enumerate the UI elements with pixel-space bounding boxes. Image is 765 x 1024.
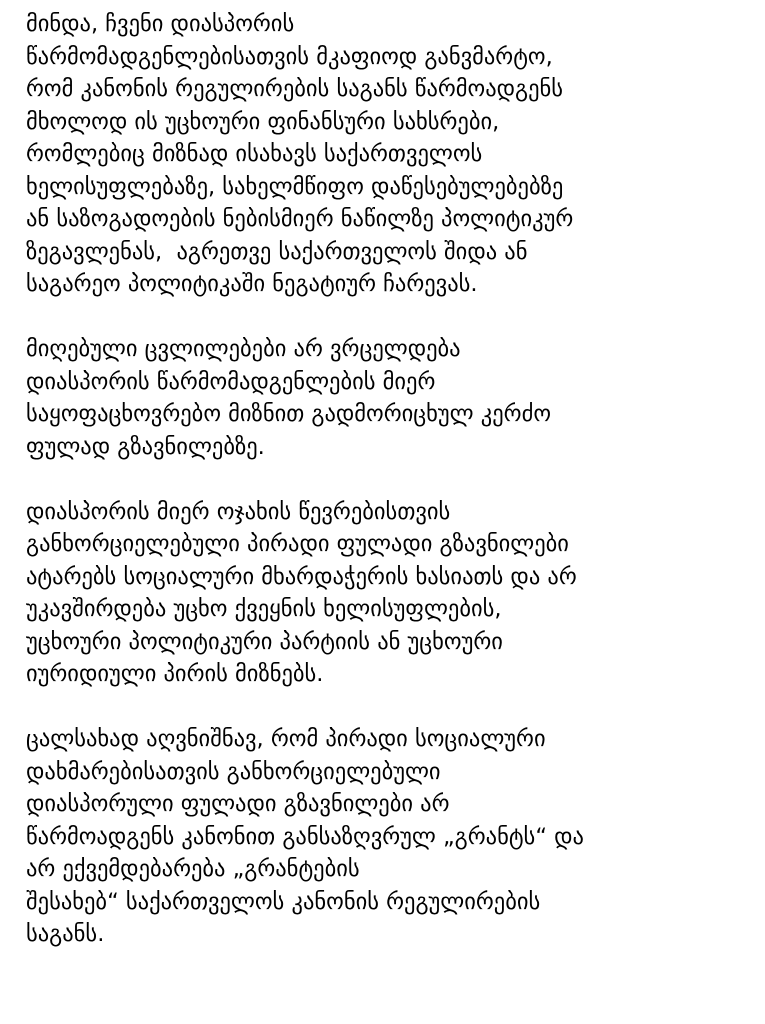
text-line: მიღებული ცვლილებები არ ვრცელდება [26, 336, 461, 362]
text-line: დახმარებისათვის განხორციელებული [26, 758, 441, 785]
text-line: მხოლოდ ის უცხოური ფინანსური სახსრები, [26, 108, 500, 135]
text-line: იურიდიული პირის მიზნებს. [26, 661, 324, 687]
text-line: მინდა, ჩვენი დიასპორის [26, 11, 295, 37]
text-line: საგანს. [26, 921, 105, 947]
text-line: დიასპორის მიერ ოჯახის წევრებისთვის [26, 498, 451, 525]
text-line: წარმომადგენლებისათვის მკაფიოდ განვმარტო, [26, 43, 553, 70]
text-line: ზეგავლენას, აგრეთვე საქართველოს შიდა ან [26, 238, 528, 265]
text-line: დიასპორის წარმომადგენლების მიერ [26, 368, 436, 395]
text-line: უცხოური პოლიტიკური პარტიის ან უცხოური [26, 628, 503, 655]
text-line: ფულად გზავნილებზე. [26, 433, 265, 460]
text-line: რომ კანონის რეგულირების საგანს წარმოადგენს [26, 76, 564, 102]
text-line: საყოფაცხოვრებო მიზნით გადმორიცხულ კერძო [26, 401, 552, 427]
text-line: რომლებიც მიზნად ისახავს საქართველოს [26, 141, 483, 167]
paragraph-4 [26, 723, 756, 951]
text-line: დიასპორული ფულადი გზავნილები არ [26, 791, 450, 817]
text-line: ხელისუფლებაზე, სახელმწიფო დაწესებულებებზე [26, 173, 564, 200]
paragraph-3 [26, 496, 756, 691]
paragraph-1 [26, 8, 756, 301]
text-line: წარმოადგენს კანონით განსაზღვრულ „გრანტს“ და [26, 823, 584, 850]
text-line: არ ექვემდებარება „გრანტების [26, 856, 360, 882]
document-body [26, 8, 756, 951]
text-line: განხორციელებული პირადი ფულადი გზავნილები [26, 531, 569, 557]
paragraph-2 [26, 333, 756, 463]
text-line: ან საზოგადოების ნებისმიერ ნაწილზე პოლიტიკურ [26, 206, 574, 232]
text-line: ატარებს სოციალური მხარდაჭერის ხასიათს და არ [26, 563, 577, 590]
text-line: საგარეო პოლიტიკაში ნეგატიურ ჩარევას. [26, 271, 478, 297]
text-line: უკავშირდება უცხო ქვეყნის ხელისუფლების, [26, 596, 502, 622]
text-line: შესახებ“ საქართველოს კანონის რეგულირების [26, 888, 541, 915]
text-line: ცალსახად აღვნიშნავ, რომ პირადი სოციალური [26, 726, 546, 752]
